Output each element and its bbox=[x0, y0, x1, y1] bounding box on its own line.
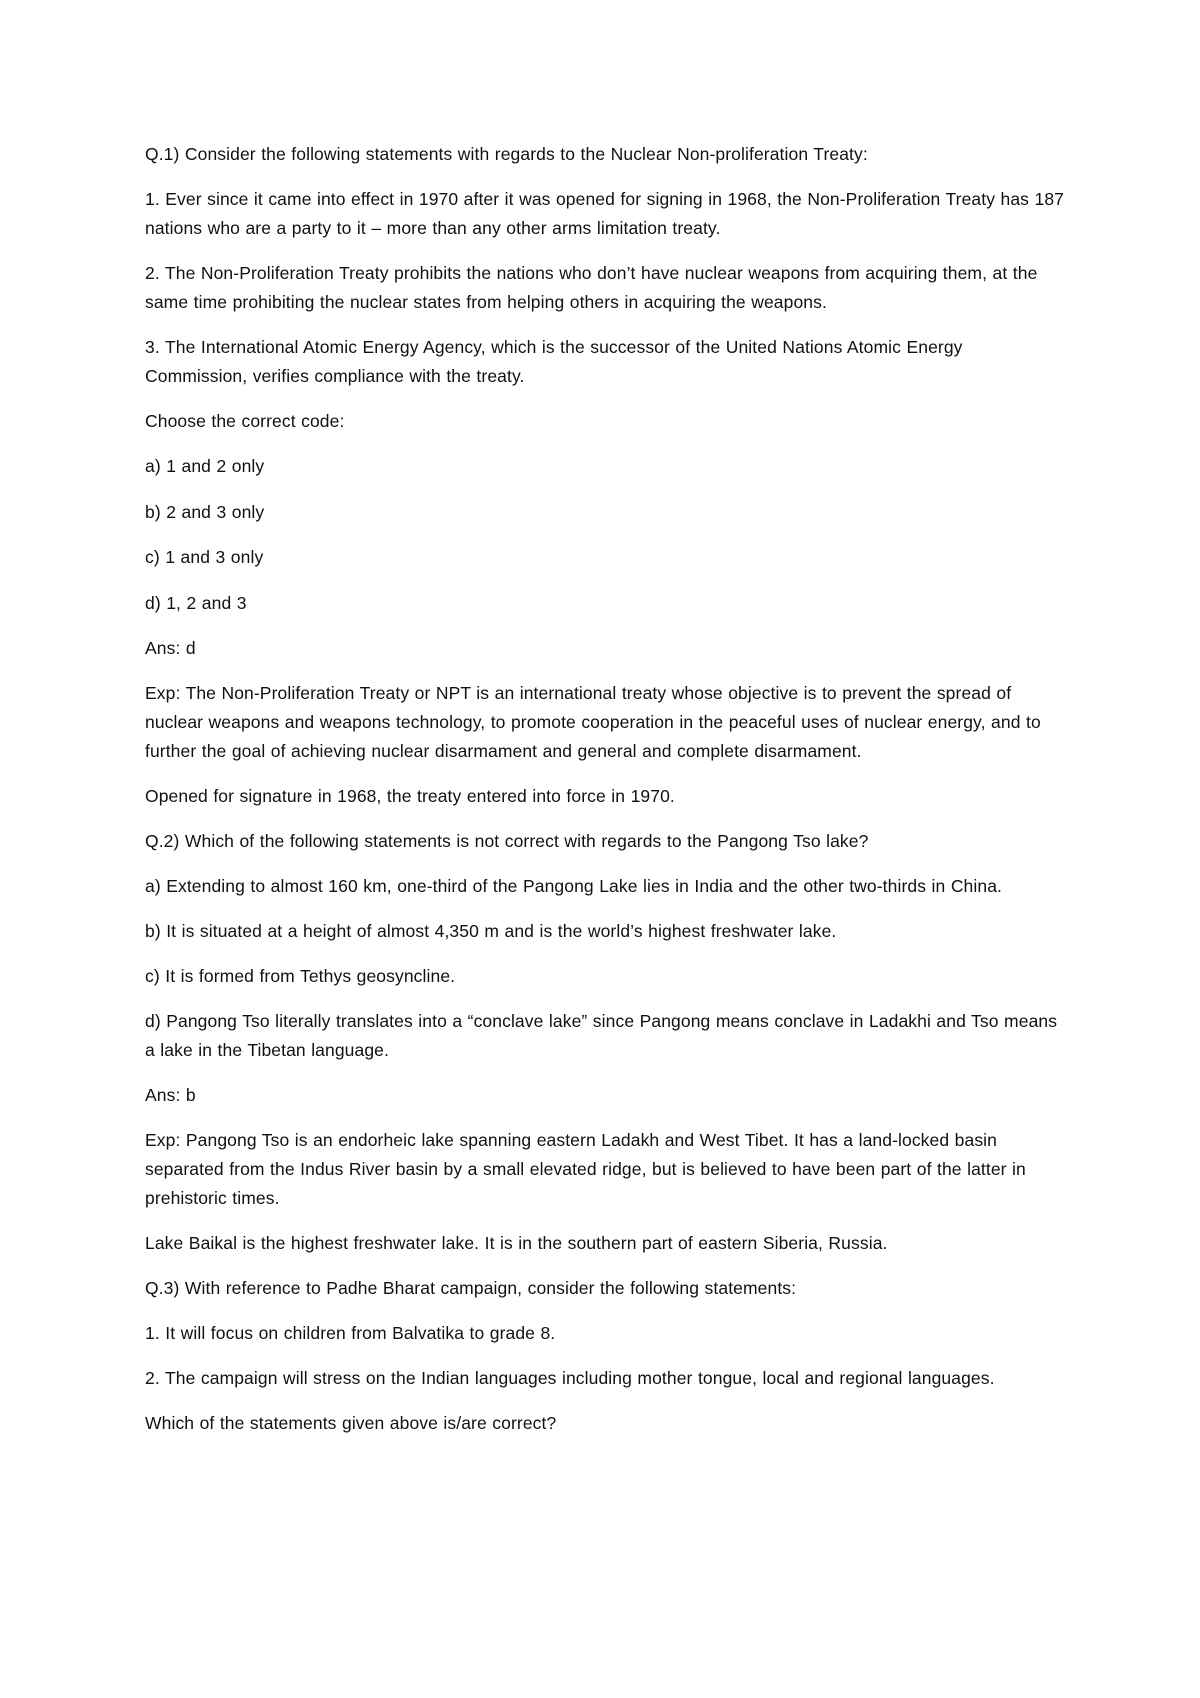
q3-statement-1: 1. It will focus on children from Balvatika to grade 8. bbox=[145, 1323, 556, 1343]
q1-option-a: a) 1 and 2 only bbox=[145, 456, 265, 476]
q2-answer: Ans: b bbox=[145, 1085, 196, 1105]
q1-instruction: Choose the correct code: bbox=[145, 411, 345, 431]
q3-question: Which of the statements given above is/are correct? bbox=[145, 1413, 557, 1433]
question-2-title: Q.2) Which of the following statements is not correct with regards to the Pangong Tso lake? bbox=[145, 831, 869, 851]
q2-option-a: a) Extending to almost 160 km, one-third of the Pangong Lake lies in India and the other two-thirds in China. bbox=[145, 876, 1003, 896]
q1-option-b: b) 2 and 3 only bbox=[145, 501, 265, 522]
q2-option-c: c) It is formed from Tethys geosyncline. bbox=[145, 966, 456, 986]
q1-explanation: Exp: The Non-Proliferation Treaty or NPT is an international treaty whose objective is to prevent the spread of nuclear weapons and weapons technology, to promote cooperation in the peaceful uses of nuclear energy, and to further the goal of achieving nuclear disarmament and general and complete disarmament. bbox=[145, 683, 1041, 761]
q2-explanation-note: Lake Baikal is the highest freshwater lake. It is in the southern part of eastern Siberia, Russia. bbox=[145, 1233, 888, 1253]
q1-answer: Ans: d bbox=[145, 638, 196, 658]
q1-explanation-note: Opened for signature in 1968, the treaty entered into force in 1970. bbox=[145, 786, 675, 806]
q3-statement-2: 2. The campaign will stress on the Indian languages including mother tongue, local and regional languages. bbox=[145, 1368, 995, 1388]
document-page bbox=[145, 140, 1065, 1454]
q1-statement-2: 2. The Non-Proliferation Treaty prohibits the nations who don’t have nuclear weapons from acquiring them, at the same time prohibiting the nuclear states from helping others in acquiring the weapons. bbox=[145, 263, 1038, 312]
q1-statement-1: 1. Ever since it came into effect in 1970 after it was opened for signing in 1968, the Non-Proliferation Treaty has 187 nations who are a party to it – more than any other arms limitation treaty. bbox=[145, 189, 1064, 238]
question-3-title: Q.3) With reference to Padhe Bharat campaign, consider the following statements: bbox=[145, 1278, 797, 1298]
q1-option-c: c) 1 and 3 only bbox=[145, 547, 264, 567]
q2-option-d: d) Pangong Tso literally translates into a “conclave lake” since Pangong means conclave in Ladakhi and Tso means a lake in the Tibetan language. bbox=[145, 1011, 1058, 1060]
q1-option-d: d) 1, 2 and 3 bbox=[145, 592, 247, 613]
q2-option-b: b) It is situated at a height of almost 4,350 m and is the world’s highest freshwater lake. bbox=[145, 921, 837, 941]
q2-explanation: Exp: Pangong Tso is an endorheic lake spanning eastern Ladakh and West Tibet. It has a land-locked basin separated from the Indus River basin by a small elevated ridge, but is believed to have been part of the latter in prehistoric times. bbox=[145, 1130, 1026, 1208]
question-1-title: Q.1) Consider the following statements with regards to the Nuclear Non-proliferation Treaty: bbox=[145, 144, 868, 164]
q1-statement-3: 3. The International Atomic Energy Agency, which is the successor of the United Nations Atomic Energy Commission, verifies compliance with the treaty. bbox=[145, 337, 963, 386]
